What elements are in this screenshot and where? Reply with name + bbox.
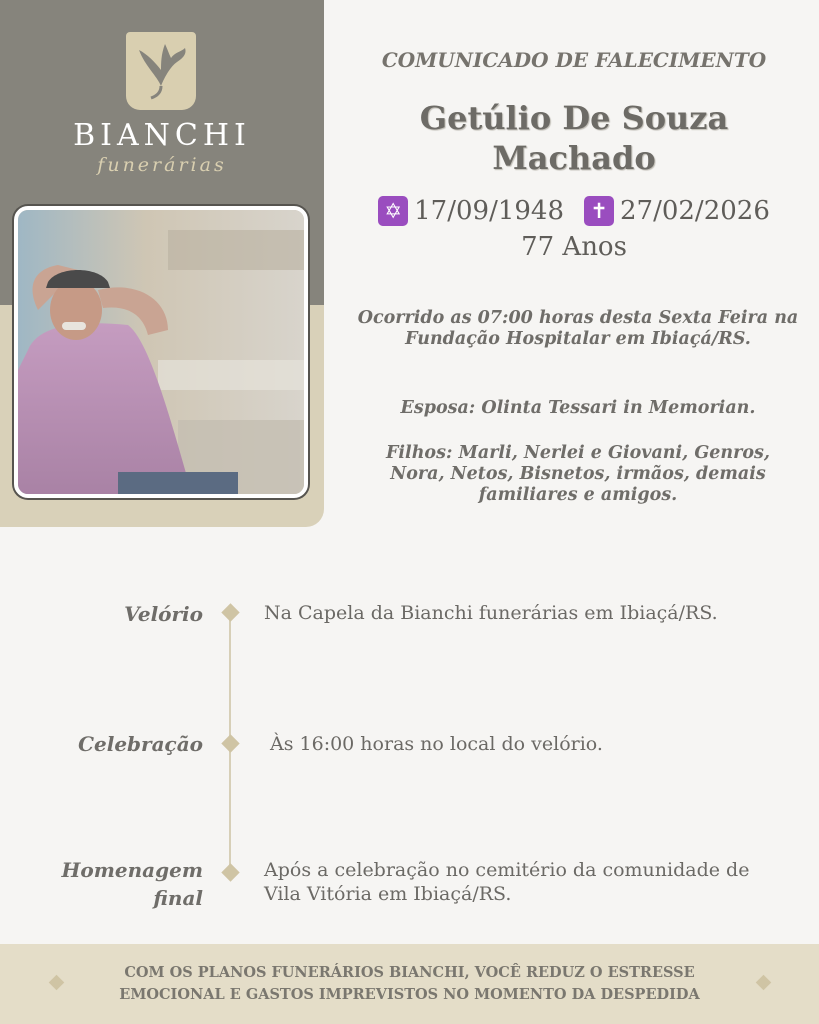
latin-cross-icon: ✝ bbox=[584, 196, 614, 226]
footer-banner bbox=[0, 944, 819, 1024]
name-line-1: Getúlio De Souza bbox=[419, 99, 729, 137]
timeline-text-velorio: Na Capela da Bianchi funerárias em Ibiaçá/RS. bbox=[264, 602, 718, 624]
brand-name: BIANCHI bbox=[73, 118, 251, 153]
name-line-2: Machado bbox=[492, 139, 656, 177]
notice-heading: COMUNICADO DE FALECIMENTO bbox=[381, 48, 767, 72]
timeline-text-celebracao: Às 16:00 horas no local do velório. bbox=[270, 733, 603, 755]
footer-line-1: COM OS PLANOS FUNERÁRIOS BIANCHI, VOCÊ REDUZ O ESTRESSE bbox=[124, 964, 695, 981]
deceased-photo bbox=[14, 206, 308, 498]
timeline-text-homenagem-line2: Vila Vitória em Ibiaçá/RS. bbox=[264, 883, 512, 905]
timeline-marker bbox=[221, 863, 239, 881]
life-dates bbox=[340, 196, 808, 226]
timeline-label-homenagem bbox=[62, 856, 204, 912]
timeline-label-homenagem-line1: Homenagem bbox=[61, 858, 203, 882]
children-text: Filhos: Marli, Nerlei e Giovani, Genros, Nora, Netos, Bisnetos, irmãos, demais familiares e amigos. bbox=[385, 443, 770, 505]
footer-text bbox=[80, 962, 739, 1006]
timeline-label-celebracao: Celebração bbox=[78, 732, 203, 756]
deceased-name bbox=[340, 98, 808, 178]
brand-subtitle: funerárias bbox=[97, 154, 227, 176]
occurrence-text: Ocorrido as 07:00 horas desta Sexta Feira na Fundação Hospitalar em Ibiaçá/RS. bbox=[357, 308, 799, 349]
spouse-text: Esposa: Olinta Tessari in Memorian. bbox=[400, 398, 756, 418]
star-of-david-icon: ✡ bbox=[378, 196, 408, 226]
timeline-text-homenagem-line1: Após a celebração no cemitério da comunidade de bbox=[264, 859, 750, 881]
timeline-label-velorio: Velório bbox=[124, 602, 203, 626]
birth-date: 17/09/1948 bbox=[414, 196, 564, 226]
dove-logo-icon bbox=[126, 32, 196, 110]
timeline-marker bbox=[221, 603, 239, 621]
death-date: 27/02/2026 bbox=[620, 196, 770, 226]
age: 77 Anos bbox=[521, 232, 627, 262]
timeline-label-homenagem-line2: final bbox=[153, 886, 203, 910]
timeline-marker bbox=[221, 734, 239, 752]
timeline-text-homenagem bbox=[264, 858, 804, 906]
footer-line-2: EMOCIONAL E GASTOS IMPREVISTOS NO MOMENTO DA DESPEDIDA bbox=[119, 986, 700, 1003]
